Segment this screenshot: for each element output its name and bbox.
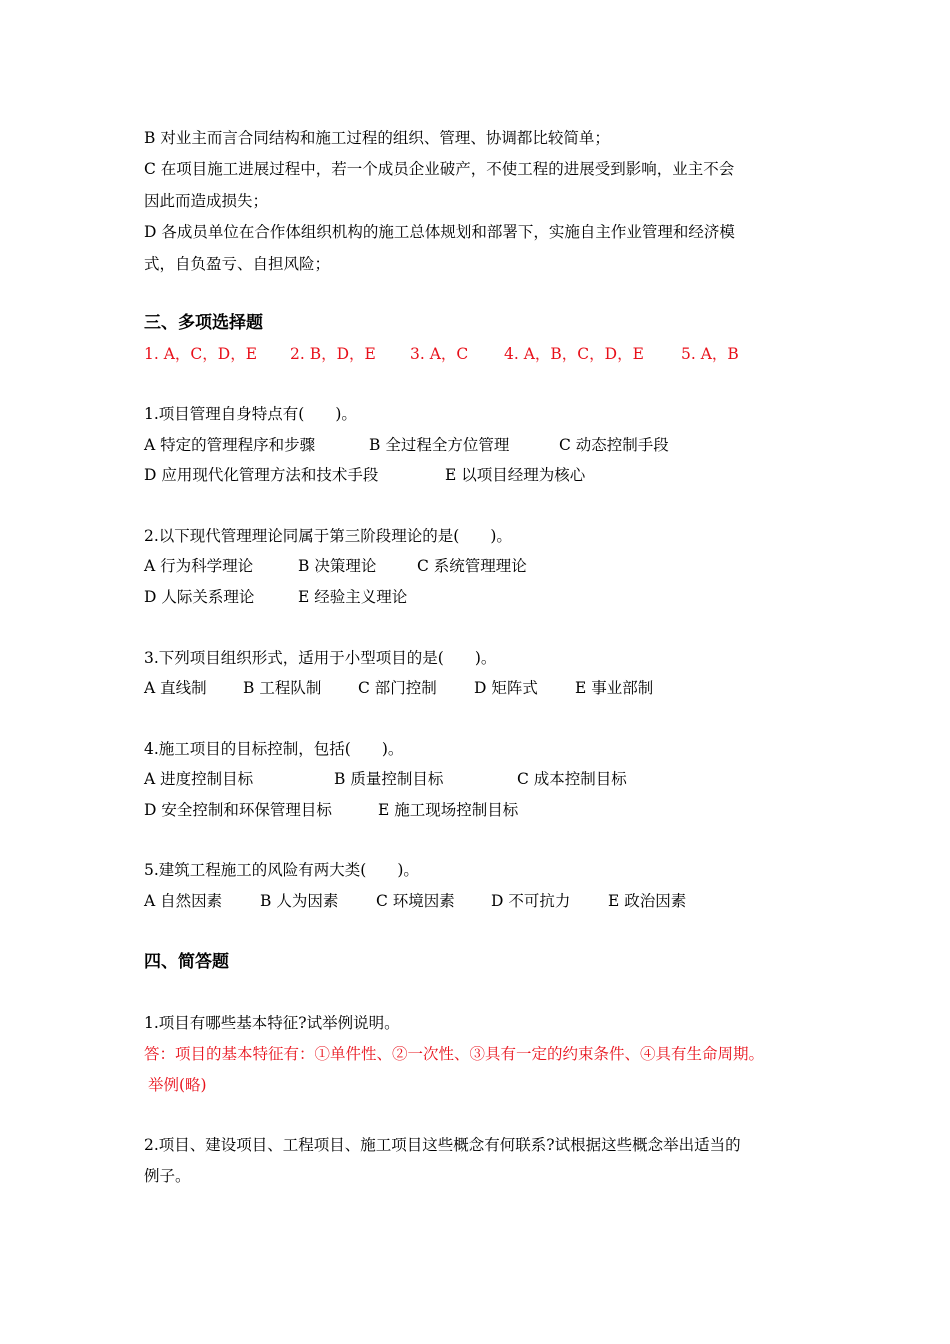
- prev-option-c-line1: C 在项目施工进展过程中，若一个成员企业破产，不使工程的进展受到影响，业主不会: [144, 160, 735, 178]
- option: C 环境因素: [376, 892, 455, 910]
- prev-option-b: B 对业主而言合同结构和施工过程的组织、管理、协调都比较简单；: [144, 129, 610, 147]
- question-2-options-row2: [144, 587, 844, 607]
- option: A 直线制: [144, 679, 207, 697]
- option: B 全过程全方位管理: [369, 436, 510, 454]
- option: E 施工现场控制目标: [378, 801, 519, 819]
- option: B 工程队制: [243, 679, 322, 697]
- option: A 特定的管理程序和步骤: [144, 436, 316, 454]
- option: B 质量控制目标: [334, 770, 444, 788]
- answer-2: 2. B，D，E: [290, 345, 376, 363]
- option: D 不可抗力: [491, 892, 571, 910]
- option: E 事业部制: [575, 679, 654, 697]
- option: C 系统管理理论: [417, 557, 527, 575]
- section-4-heading: 四、简答题: [144, 952, 229, 972]
- question-3-options-row1: [144, 678, 844, 698]
- option: D 应用现代化管理方法和技术手段: [144, 466, 379, 484]
- answer-5: 5. A，B: [681, 345, 739, 363]
- short-question-1: 1.项目有哪些基本特征?试举例说明。: [144, 1014, 400, 1032]
- option: B 决策理论: [298, 557, 377, 575]
- answer-3: 3. A，C: [410, 345, 469, 363]
- question-5-stem: 5.建筑工程施工的风险有两大类( )。: [144, 861, 419, 879]
- question-4-stem: 4.施工项目的目标控制，包括( )。: [144, 740, 404, 758]
- option: E 政治因素: [608, 892, 687, 910]
- prev-option-d-line1: D 各成员单位在合作体组织机构的施工总体规划和部署下，实施自主作业管理和经济模: [144, 223, 735, 241]
- option: E 以项目经理为核心: [445, 466, 586, 484]
- short-question-2-line1: 2.项目、建设项目、工程项目、施工项目这些概念有何联系?试根据这些概念举出适当的: [144, 1136, 741, 1154]
- prev-option-d-line2: 式，自负盈亏、自担风险；: [144, 255, 331, 273]
- answer-key: [144, 344, 844, 364]
- option: A 行为科学理论: [144, 557, 254, 575]
- option: D 安全控制和环保管理目标: [144, 801, 332, 819]
- question-4-options-row1: [144, 769, 844, 789]
- question-3-stem: 3.下列项目组织形式，适用于小型项目的是( )。: [144, 649, 497, 667]
- question-1-options-row2: [144, 465, 844, 485]
- option: B 人为因素: [260, 892, 339, 910]
- option: E 经验主义理论: [298, 588, 408, 606]
- answer-1: 1. A，C，D，E: [144, 345, 258, 363]
- short-question-2-line2: 例子。: [144, 1167, 191, 1185]
- short-answer-1-line1: 答：项目的基本特征有：①单件性、②一次性、③具有一定的约束条件、④具有生命周期。: [144, 1045, 765, 1063]
- question-2-stem: 2.以下现代管理理论同属于第三阶段理论的是( )。: [144, 527, 512, 545]
- option: D 矩阵式: [474, 679, 538, 697]
- option: A 进度控制目标: [144, 770, 254, 788]
- answer-4: 4. A，B，C，D，E: [504, 345, 644, 363]
- option: C 成本控制目标: [517, 770, 627, 788]
- section-3-heading: 三、多项选择题: [144, 313, 263, 333]
- question-1-stem: 1.项目管理自身特点有( )。: [144, 405, 357, 423]
- option: C 动态控制手段: [559, 436, 669, 454]
- prev-option-c-line2: 因此而造成损失；: [144, 192, 269, 210]
- option: A 自然因素: [144, 892, 223, 910]
- short-answer-1-line2: 举例(略): [148, 1076, 207, 1094]
- option: D 人际关系理论: [144, 588, 255, 606]
- question-5-options-row1: [144, 891, 844, 911]
- question-1-options-row1: [144, 435, 844, 455]
- option: C 部门控制: [358, 679, 437, 697]
- question-2-options-row1: [144, 556, 844, 576]
- question-4-options-row2: [144, 800, 844, 820]
